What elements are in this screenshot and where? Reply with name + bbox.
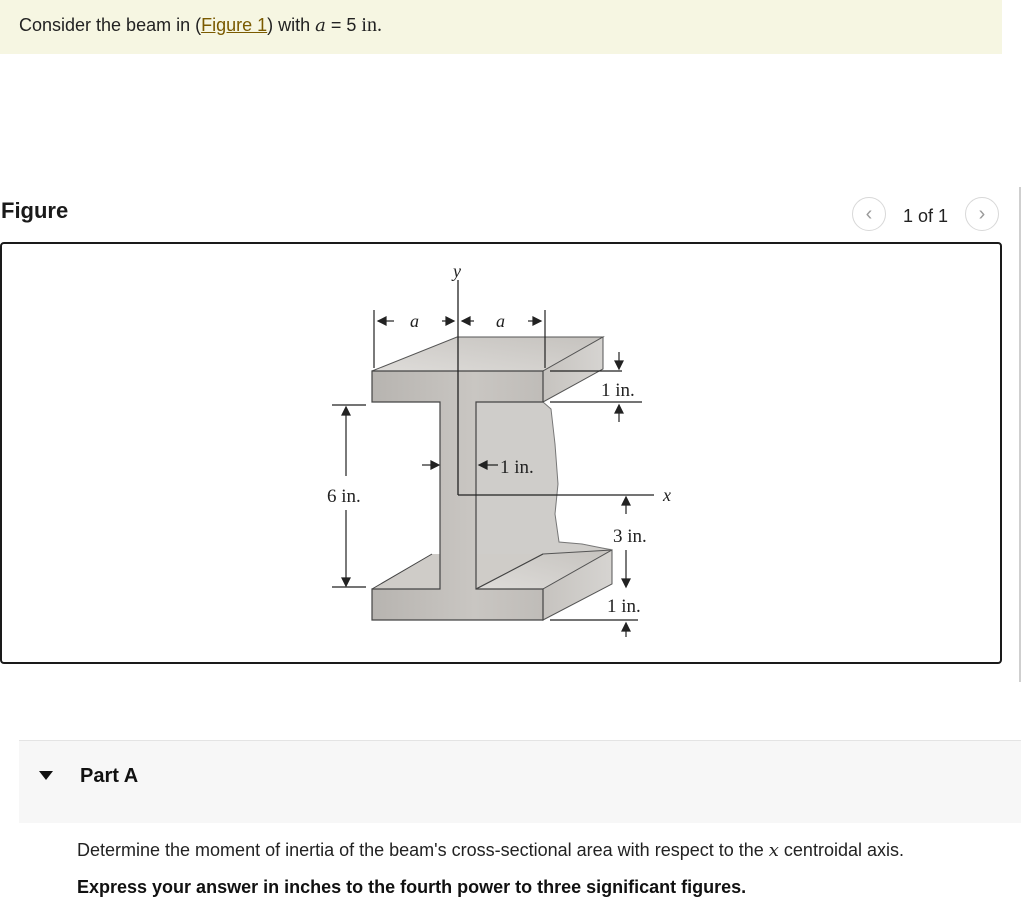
web-thickness-label: 1 in. bbox=[500, 457, 534, 478]
question-before: Determine the moment of inertia of the beam's cross-sectional area with respect to the bbox=[77, 840, 769, 860]
height-label: 6 in. bbox=[327, 486, 361, 507]
answer-instruction: Express your answer in inches to the fourth power to three significant figures. bbox=[77, 877, 747, 897]
top-flange-label: 1 in. bbox=[601, 380, 635, 401]
caret-down-icon[interactable] bbox=[39, 771, 53, 780]
intro-text bbox=[19, 14, 382, 37]
next-figure-button[interactable] bbox=[965, 197, 999, 231]
figure-title: Figure bbox=[1, 198, 69, 223]
dim-a-right-label: a bbox=[496, 311, 505, 331]
part-a-header[interactable] bbox=[19, 740, 1021, 823]
figure-panel bbox=[0, 242, 1002, 664]
intro-middle: ) with bbox=[267, 15, 316, 35]
beam-body bbox=[372, 337, 612, 620]
question-after: centroidal axis. bbox=[778, 840, 904, 860]
question-text bbox=[77, 840, 904, 861]
i-beam-diagram bbox=[2, 244, 1004, 666]
dim-a-left-label: a bbox=[410, 311, 419, 331]
figure-link[interactable]: Figure 1 bbox=[201, 15, 268, 35]
intro-variable: a bbox=[315, 15, 326, 36]
chevron-right-icon: › bbox=[978, 202, 986, 225]
intro-equals: = 5 bbox=[325, 15, 362, 35]
part-a-title: Part A bbox=[80, 765, 139, 787]
intro-banner bbox=[0, 0, 1002, 54]
bottom-flange-label: 1 in. bbox=[607, 596, 641, 617]
question-variable: x bbox=[768, 840, 779, 861]
previous-figure-button[interactable] bbox=[852, 197, 886, 231]
x-axis-label: x bbox=[663, 485, 671, 505]
scroll-divider bbox=[1019, 187, 1021, 682]
intro-prefix: Consider the beam in ( bbox=[19, 15, 202, 35]
chevron-left-icon: ‹ bbox=[865, 202, 873, 225]
y-axis-label: y bbox=[453, 261, 461, 281]
figure-counter: 1 of 1 bbox=[903, 206, 949, 226]
centroid-offset-label: 3 in. bbox=[613, 526, 647, 547]
intro-unit: in. bbox=[361, 14, 382, 36]
